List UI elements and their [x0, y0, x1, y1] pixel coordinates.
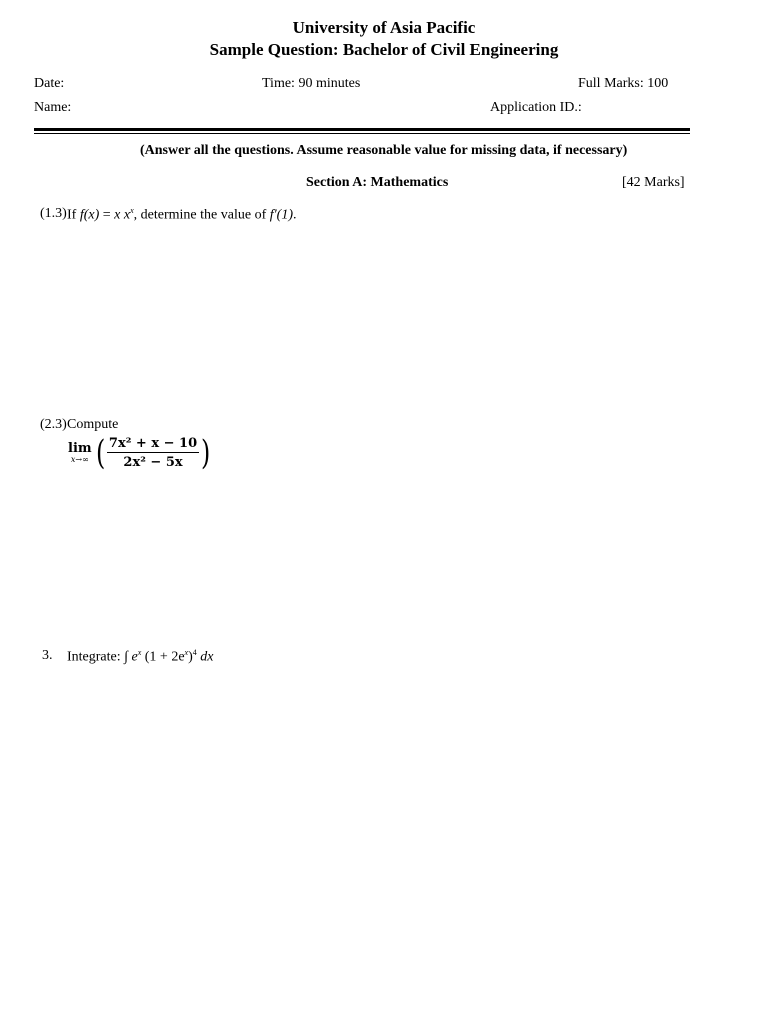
question-2-text: Compute: [67, 417, 119, 432]
question-2-number: (2.3): [40, 417, 67, 432]
lim-subscript: x→∞: [70, 455, 89, 464]
time-label: Time: 90 minutes: [262, 76, 361, 91]
q3-exp-x: x: [137, 648, 142, 657]
q1-suffix: , determine the value of: [133, 207, 270, 223]
q1-exponent: x: [130, 206, 134, 215]
q1-function-lhs: f(x): [79, 207, 100, 223]
q1-equals: =: [99, 207, 115, 223]
q3-label: Integrate:: [67, 649, 125, 665]
right-paren: ): [201, 433, 211, 473]
fraction-numerator: 7x² + x − 10: [108, 436, 198, 451]
header-divider-thick: [34, 128, 690, 131]
header-divider-thin: [34, 133, 690, 134]
q1-function-rhs: x x: [114, 207, 131, 223]
q1-target: f′(1): [269, 207, 294, 223]
q3-middle: (1 + 2e: [141, 649, 185, 665]
question-3-number: 3.: [42, 648, 53, 663]
section-title: Section A: Mathematics: [306, 175, 449, 190]
limit-expression: [68, 433, 212, 473]
question-3-text: [67, 648, 214, 666]
lim-operator: [68, 442, 92, 464]
q3-base-e: e: [131, 649, 138, 665]
q1-prefix: If: [67, 207, 80, 223]
lim-word: lim: [68, 441, 92, 456]
section-marks: [42 Marks]: [622, 175, 685, 190]
q3-dx: dx: [196, 649, 214, 665]
limit-fraction: [107, 436, 199, 470]
fraction-denominator: 2x² − 5x: [123, 455, 183, 470]
integral-sign: ∫: [124, 649, 128, 665]
q3-exp-power: 4: [192, 648, 197, 657]
exam-title: Sample Question: Bachelor of Civil Engineering: [209, 40, 559, 59]
instructions: (Answer all the questions. Assume reasonable value for missing data, if necessary): [140, 143, 628, 158]
left-paren: (: [95, 433, 105, 473]
q3-exp-x2: x: [184, 648, 189, 657]
application-id-label: Application ID.:: [490, 100, 582, 115]
name-label: Name:: [34, 100, 72, 115]
date-label: Date:: [34, 76, 65, 91]
q1-end: .: [293, 207, 297, 223]
question-1-number: (1.3): [40, 206, 67, 221]
university-title: University of Asia Pacific: [292, 18, 476, 37]
question-1-text: [67, 206, 297, 224]
full-marks-label: Full Marks: 100: [578, 76, 669, 91]
q3-close: ): [188, 649, 193, 665]
